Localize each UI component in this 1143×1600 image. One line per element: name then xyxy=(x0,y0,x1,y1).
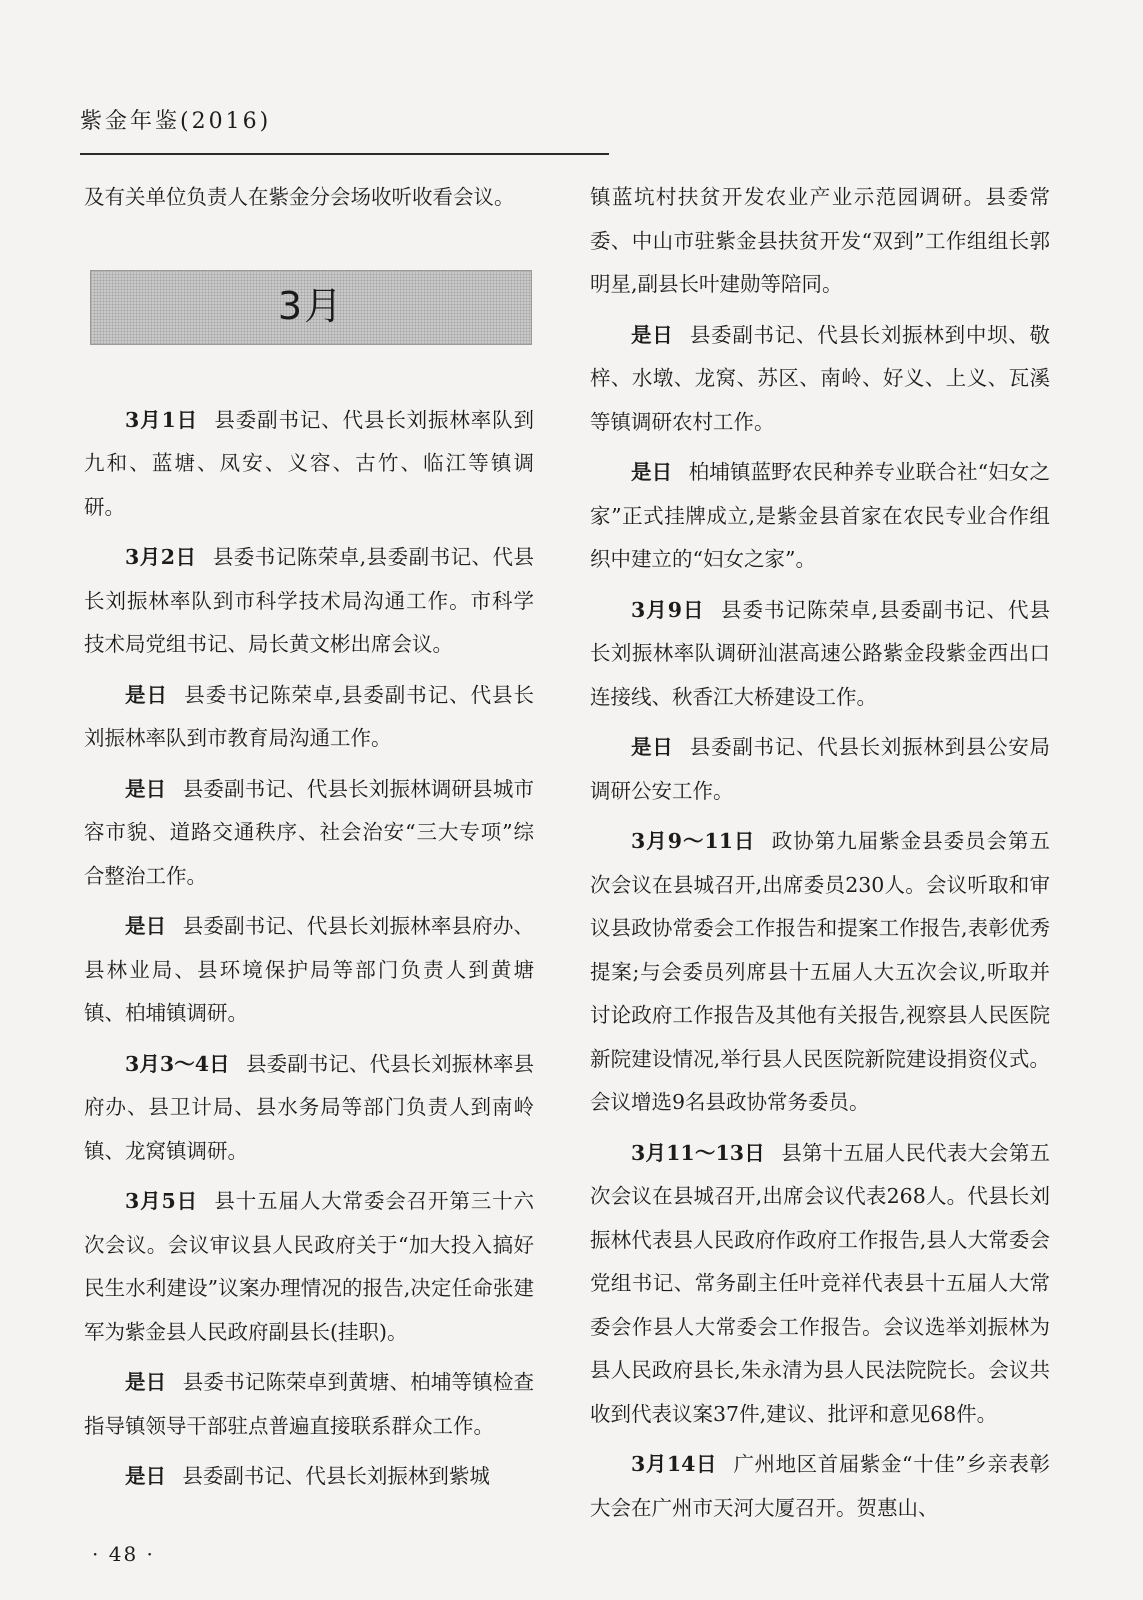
entry-date: 3月3～4日 xyxy=(125,1051,230,1076)
entry-date: 3月9～11日 xyxy=(631,829,756,853)
entry xyxy=(84,536,534,667)
entry xyxy=(84,1043,534,1174)
entry-date: 3月5日 xyxy=(125,1189,198,1213)
entry-text: 县委副书记、代县长刘振林调研县城市容市貌、道路交通秩序、社会治安“三大专项”综合整治工作。 xyxy=(84,776,535,888)
entry-text: 县委书记陈荣卓,县委副书记、代县长刘振林率队调研汕湛高速公路紫金段紫金西出口连接线、秋香江大桥建设工作。 xyxy=(590,597,1051,709)
entry xyxy=(590,820,1050,1125)
entry-date: 3月14日 xyxy=(631,1452,718,1476)
entry xyxy=(84,399,534,530)
entry-text: 县十五届人大常委会召开第三十六次会议。会议审议县人民政府关于“加大投入搞好民生水利建设”议案办理情况的报告,决定任命张建军为紫金县人民政府副县长(挂职)。 xyxy=(84,1189,535,1344)
entry-text: 县委书记陈荣卓,县委副书记、代县长刘振林率队到市教育局沟通工作。 xyxy=(84,682,535,750)
entry xyxy=(590,451,1050,582)
entry-text: 柏埔镇蓝野农民种养专业联合社“妇女之家”正式挂牌成立,是紫金县首家在农民专业合作组织中建立的“妇女之家”。 xyxy=(590,460,1050,571)
entry-date: 是日 xyxy=(631,735,674,759)
entry-text: 县委副书记、代县长刘振林到紫城 xyxy=(182,1464,490,1488)
left-column xyxy=(84,176,534,1499)
entry-text: 县委副书记、代县长刘振林率队到九和、蓝塘、凤安、义容、古竹、临江等镇调研。 xyxy=(84,407,535,519)
entry xyxy=(590,726,1050,813)
entry-date: 是日 xyxy=(125,682,168,707)
entry xyxy=(590,589,1050,720)
running-header: 紫金年鉴(2016) xyxy=(80,109,272,134)
entry-text: 县委副书记、代县长刘振林到县公安局调研公安工作。 xyxy=(590,735,1051,803)
entry-text: 县委副书记、代县长刘振林率县府办、县卫计局、县水务局等部门负责人到南岭镇、龙窝镇调研。 xyxy=(84,1051,535,1163)
entry-text: 县委副书记、代县长刘振林到中坝、敬梓、水墩、龙窝、苏区、南岭、好义、上义、瓦溪等镇调研农村工作。 xyxy=(590,322,1051,434)
entry-text: 广州地区首届紫金“十佳”乡亲表彰大会在广州市天河大厦召开。贺惠山、 xyxy=(590,1452,1050,1520)
page-number: · 48 · xyxy=(92,1542,155,1566)
entry-text: 县委副书记、代县长刘振林率县府办、县林业局、县环境保护局等部门负责人到黄塘镇、柏埔镇调研。 xyxy=(84,914,535,1025)
entry xyxy=(590,1132,1050,1437)
entry-text: 县第十五届人民代表大会第五次会议在县城召开,出席会议代表268人。代县长刘振林代表县人民政府作政府工作报告,县人大常委会党组书记、常务副主任叶竞祥代表县十五届人大常委会作县人大常委会工作报告。会议选举刘振林为县人民政府县长,朱永清为县人民法院院长。会议共收到代表议案37件,建议、批评和意见68件。 xyxy=(590,1140,1050,1426)
entry-date: 是日 xyxy=(125,776,167,801)
entry xyxy=(84,905,534,1036)
entry xyxy=(590,314,1050,445)
entry-text: 县委书记陈荣卓到黄塘、柏埔等镇检查指导镇领导干部驻点普遍直接联系群众工作。 xyxy=(84,1370,535,1438)
entry xyxy=(84,768,534,899)
entry-date: 3月2日 xyxy=(125,545,197,569)
month-title: 3月 xyxy=(277,284,345,329)
intro-paragraph: 及有关单位负责人在紫金分会场收听收看会议。 xyxy=(84,185,515,209)
entry xyxy=(590,1443,1050,1530)
entry xyxy=(84,1180,534,1354)
entry-text: 县委书记陈荣卓,县委副书记、代县长刘振林率队到市科学技术局沟通工作。市科学技术局党组书记、局长黄文彬出席会议。 xyxy=(84,545,534,656)
continuation-paragraph: 镇蓝坑村扶贫开发农业产业示范园调研。县委常委、中山市驻紫金县扶贫开发“双到”工作组组长郭明星,副县长叶建勋等陪同。 xyxy=(590,185,1050,296)
entry-date: 是日 xyxy=(631,460,673,484)
entry-date: 3月11～13日 xyxy=(631,1140,765,1165)
entry-date: 是日 xyxy=(125,1370,167,1394)
entry-date: 3月1日 xyxy=(125,407,198,432)
right-column xyxy=(590,176,1050,1530)
entry-date: 是日 xyxy=(631,322,674,347)
entry-date: 是日 xyxy=(125,1464,166,1488)
entry xyxy=(84,674,534,761)
entry-text: 政协第九届紫金县委员会第五次会议在县城召开,出席委员230人。会议听取和审议县政协常委会工作报告和提案工作报告,表彰优秀提案;与会委员列席县十五届人大五次会议,听取并讨论政府工作报告及其他有关报告,视察县人民医院新院建设情况,举行县人民医院新院建设捐资仪式。会议增选9名县政协常务委员。 xyxy=(590,829,1050,1114)
header-rule xyxy=(80,153,609,155)
entry xyxy=(84,1455,534,1499)
month-heading-box xyxy=(90,270,532,345)
entry xyxy=(84,1361,534,1448)
entry-date: 3月9日 xyxy=(631,597,705,622)
entry-date: 是日 xyxy=(125,914,167,938)
